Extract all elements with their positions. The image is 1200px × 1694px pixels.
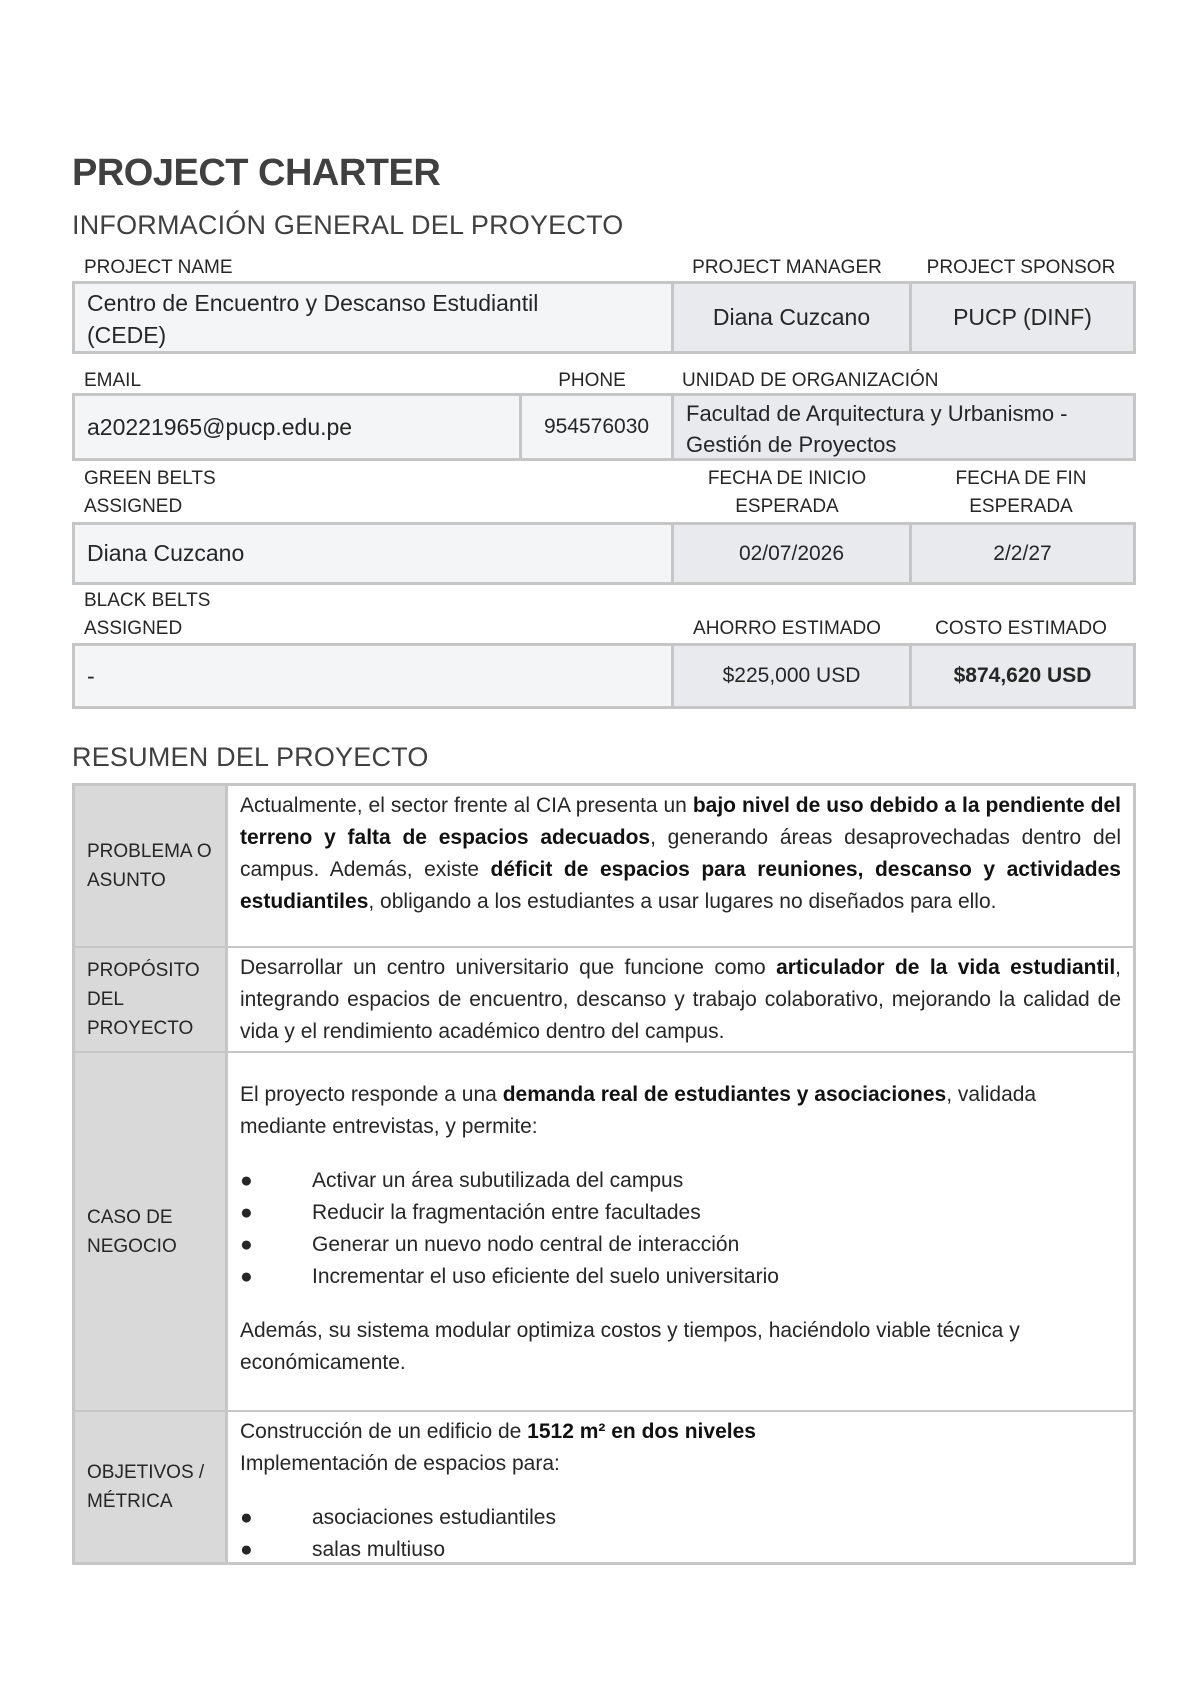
label-fecha-inicio-line-2: ESPERADA <box>735 496 839 517</box>
caso-bullet-text: Activar un área subutilizada del campus <box>312 1169 684 1192</box>
label-project-manager: PROJECT MANAGER <box>692 257 882 278</box>
problema-text <box>228 786 1133 946</box>
bullet-icon: ● <box>240 1201 253 1224</box>
contact-row <box>72 393 1136 461</box>
objetivos-text <box>228 1412 1133 1562</box>
caso-intro <box>240 1079 1121 1143</box>
label-green-belts <box>84 465 216 521</box>
objetivos-bullet <box>240 1502 1121 1534</box>
problema-text-2: , generando áreas desaprovechadas dentro del campus. Además, existe <box>240 826 1121 881</box>
objetivos-text-1: Construcción de un edificio de <box>240 1420 528 1443</box>
label-costo: COSTO ESTIMADO <box>935 618 1107 639</box>
objetivos-line-2: Implementación de espacios para: <box>240 1452 560 1475</box>
unidad-line-2: Gestión de Proyectos <box>686 432 897 457</box>
objetivos-bullet-text: asociaciones estudiantiles <box>312 1506 556 1529</box>
project-manager-value: Diana Cuzcano <box>671 284 909 351</box>
bullet-icon: ● <box>240 1506 253 1529</box>
unidad-line-1: Facultad de Arquitectura y Urbanismo - <box>686 401 1068 426</box>
objetivos-line-1 <box>240 1416 1121 1448</box>
objetivos-bullet-text: salas multiuso <box>312 1538 446 1561</box>
unidad-value <box>671 396 1133 458</box>
costo-value: $874,620 USD <box>909 646 1133 706</box>
caso-bullet-text: Incrementar el uso eficiente del suelo universitario <box>312 1265 779 1288</box>
bullet-icon: ● <box>240 1169 253 1192</box>
caso-bullet <box>240 1229 1121 1261</box>
label-project-name: PROJECT NAME <box>84 257 233 278</box>
problema-text-1: Actualmente, el sector frente al CIA presenta un <box>240 794 693 817</box>
label-green-belts-line-2: ASSIGNED <box>84 496 183 517</box>
proposito-text-2: , integrando espacios de encuentro, descanso y trabajo colaborativo, mejorando la calidad de vida y el rendimiento académico dentro del campus. <box>240 956 1121 1043</box>
caso-text-2: , validada mediante entrevistas, y permite: <box>240 1083 1037 1138</box>
caso-text <box>228 1053 1133 1410</box>
label-phone: PHONE <box>558 370 626 391</box>
section-title-general: INFORMACIÓN GENERAL DEL PROYECTO <box>72 210 624 240</box>
summary-row-caso <box>75 1051 1133 1410</box>
caso-bullet-text: Reducir la fragmentación entre facultades <box>312 1201 701 1224</box>
label-green-belts-line-1: GREEN BELTS <box>84 468 216 489</box>
black-belts-value: - <box>87 662 95 689</box>
label-black-belts <box>84 587 210 643</box>
project-sponsor-value: PUCP (DINF) <box>909 284 1133 351</box>
label-fecha-inicio <box>668 465 906 521</box>
objetivos-bullet <box>240 1534 1121 1566</box>
summary-row-proposito <box>75 946 1133 1051</box>
label-unidad: UNIDAD DE ORGANIZACIÓN <box>682 370 939 391</box>
problema-label: PROBLEMA O ASUNTO <box>75 786 228 946</box>
proposito-label: PROPÓSITO DEL PROYECTO <box>75 948 228 1051</box>
phone-value: 954576030 <box>519 396 671 458</box>
caso-text-1: El proyecto responde a una <box>240 1083 503 1106</box>
problema-text-3: , obligando a los estudiantes a usar lugares no diseñados para ello. <box>368 890 997 913</box>
proposito-text <box>228 948 1133 1051</box>
label-black-belts-line-1: BLACK BELTS <box>84 590 211 611</box>
summary-row-problema <box>75 786 1133 946</box>
problema-bold-1: bajo nivel de uso debido a la pendiente del terreno y falta de espacios adecuados <box>240 794 1122 849</box>
caso-bullet <box>240 1165 1121 1197</box>
green-belts-value: Diana Cuzcano <box>87 540 245 566</box>
label-fecha-fin <box>906 465 1136 521</box>
label-fecha-inicio-line-1: FECHA DE INICIO <box>707 468 867 489</box>
ahorro-value: $225,000 USD <box>671 646 909 706</box>
label-black-belts-line-2: ASSIGNED <box>84 618 183 639</box>
proposito-bold-1: articulador de la vida estudiantil <box>776 956 1116 979</box>
caso-bullet <box>240 1197 1121 1229</box>
project-info-row <box>72 281 1136 354</box>
objetivos-label: OBJETIVOS / MÉTRICA <box>75 1412 228 1562</box>
caso-bullet <box>240 1261 1121 1293</box>
objetivos-bold-1: 1512 m² en dos niveles <box>527 1420 756 1443</box>
fecha-fin-value: 2/2/27 <box>909 525 1133 582</box>
label-fecha-fin-line-2: ESPERADA <box>969 496 1073 517</box>
bullet-icon: ● <box>240 1265 253 1288</box>
proposito-text-1: Desarrollar un centro universitario que funcione como <box>240 956 777 979</box>
label-fecha-fin-line-1: FECHA DE FIN <box>955 468 1087 489</box>
bullet-icon: ● <box>240 1538 253 1561</box>
fecha-inicio-value: 02/07/2026 <box>671 525 909 582</box>
caso-bold-1: demanda real de estudiantes y asociaciones <box>502 1083 947 1106</box>
summary-table <box>72 783 1136 1565</box>
problema-bold-2: déficit de espacios para reuniones, descanso y actividades estudiantiles <box>240 858 1121 913</box>
label-project-sponsor: PROJECT SPONSOR <box>926 257 1116 278</box>
section-title-summary: RESUMEN DEL PROYECTO <box>72 742 429 772</box>
label-ahorro: AHORRO ESTIMADO <box>693 618 881 639</box>
bullet-icon: ● <box>240 1233 253 1256</box>
caso-label: CASO DE NEGOCIO <box>75 1053 228 1410</box>
caso-bullet-text: Generar un nuevo nodo central de interacción <box>312 1233 740 1256</box>
project-name-line-2: (CEDE) <box>87 322 167 348</box>
costs-row <box>72 643 1136 709</box>
page-title: PROJECT CHARTER <box>72 152 441 194</box>
email-value: a20221965@pucp.edu.pe <box>87 413 353 440</box>
summary-row-objetivos <box>75 1410 1133 1562</box>
dates-row <box>72 522 1136 585</box>
label-email: EMAIL <box>84 370 142 391</box>
caso-closing: Además, su sistema modular optimiza costos y tiempos, haciéndolo viable técnica y económicamente. <box>240 1319 1020 1374</box>
project-name-line-1: Centro de Encuentro y Descanso Estudiantil <box>87 290 539 316</box>
project-name-value <box>75 284 671 351</box>
